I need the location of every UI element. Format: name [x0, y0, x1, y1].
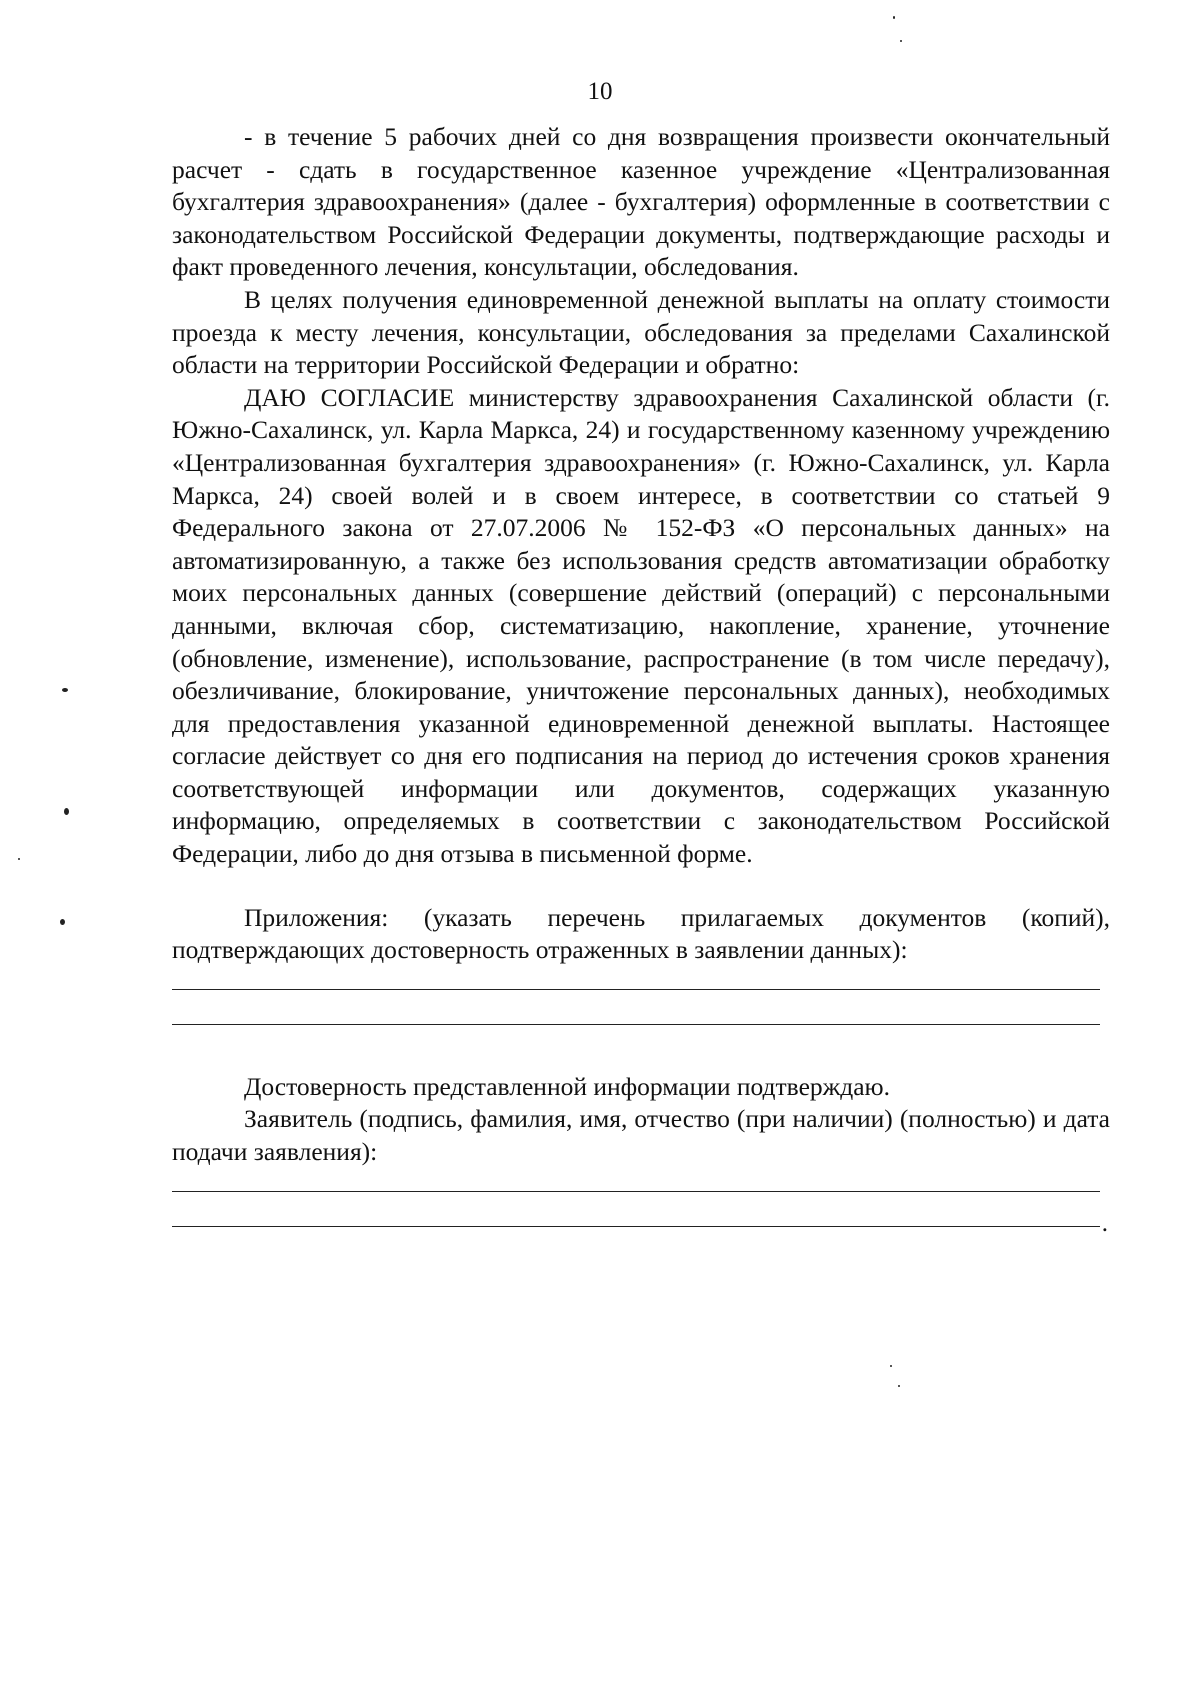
applicant-blank-line-2[interactable]	[172, 1192, 1108, 1237]
paragraph-applicant: Заявитель (подпись, фамилия, имя, отчество (при наличии) (полностью) и дата подачи заявления):	[172, 1104, 1110, 1167]
paragraph-consent: ДАЮ СОГЛАСИЕ министерству здравоохранения Сахалинской области (г. Южно-Сахалинск, ул. Карла Маркса, 24) и государственному казенному учреждению «Централизованная бухгалтерия здравоохранения» (г. Южно-Сахалинск, ул. Карла Маркса, 24) своей волей и в своем интересе, в соответствии со статьей 9 Федерального закона от 27.07.2006 № 152-ФЗ «О персональных данных» на автоматизированную, а также без использования средств автоматизации обработку моих персональных данных (совершение действий (операций) с персональными данными, включая сбор, систематизацию, накопление, хранение, уточнение (обновление, изменение), использование, распространение (в том числе передачу), обезличивание, блокирование, уничтожение персональных данных), необходимых для предоставления указанной единовременной денежной выплаты. Настоящее согласие действует со дня его подписания на период до истечения сроков хранения соответствующей информации или документов, содержащих указанную информацию, определяемых в соответствии с законодательством Российской Федерации, либо до дня отзыва в письменной форме.	[172, 382, 1110, 869]
paragraph-final-settlement: - в течение 5 рабочих дней со дня возвращения произвести окончательный расчет - сдать в государственное казенное учреждение «Централизованная бухгалтерия здравоохранения» (далее - бухгалтерия) оформленные в соответствии с законодательством Российской Федерации документы, подтверждающие расходы и факт проведенного лечения, консультации, обследования.	[172, 122, 1110, 282]
applicant-blank-line-1[interactable]	[172, 1169, 1100, 1192]
document-body	[172, 121, 1110, 1237]
attachments-blank-line-2[interactable]	[172, 990, 1100, 1025]
scan-speck	[893, 16, 895, 19]
paragraph-confirmation: Достоверность представленной информации подтверждаю.	[244, 1071, 890, 1101]
paragraph-payment-purpose: В целях получения единовременной денежной выплаты на оплату стоимости проезда к месту лечения, консультации, обследования за пределами Сахалинской области на территории Российской Федерации и обратно:	[172, 284, 1110, 380]
scan-speck	[64, 808, 69, 815]
final-period: .	[1101, 1209, 1108, 1237]
scan-speck	[18, 858, 20, 860]
spacer	[172, 1025, 1110, 1071]
scan-speck	[900, 40, 902, 42]
scan-speck	[62, 688, 68, 692]
page-number: 10	[587, 78, 613, 105]
scan-speck	[898, 1385, 900, 1387]
spacer	[172, 871, 1110, 902]
attachments-blank-line-1[interactable]	[172, 967, 1100, 990]
paragraph-attachments: Приложения: (указать перечень прилагаемых документов (копий), подтверждающих достоверность отраженных в заявлении данных):	[172, 902, 1110, 965]
scan-speck	[60, 919, 65, 925]
scan-speck	[890, 1365, 892, 1367]
